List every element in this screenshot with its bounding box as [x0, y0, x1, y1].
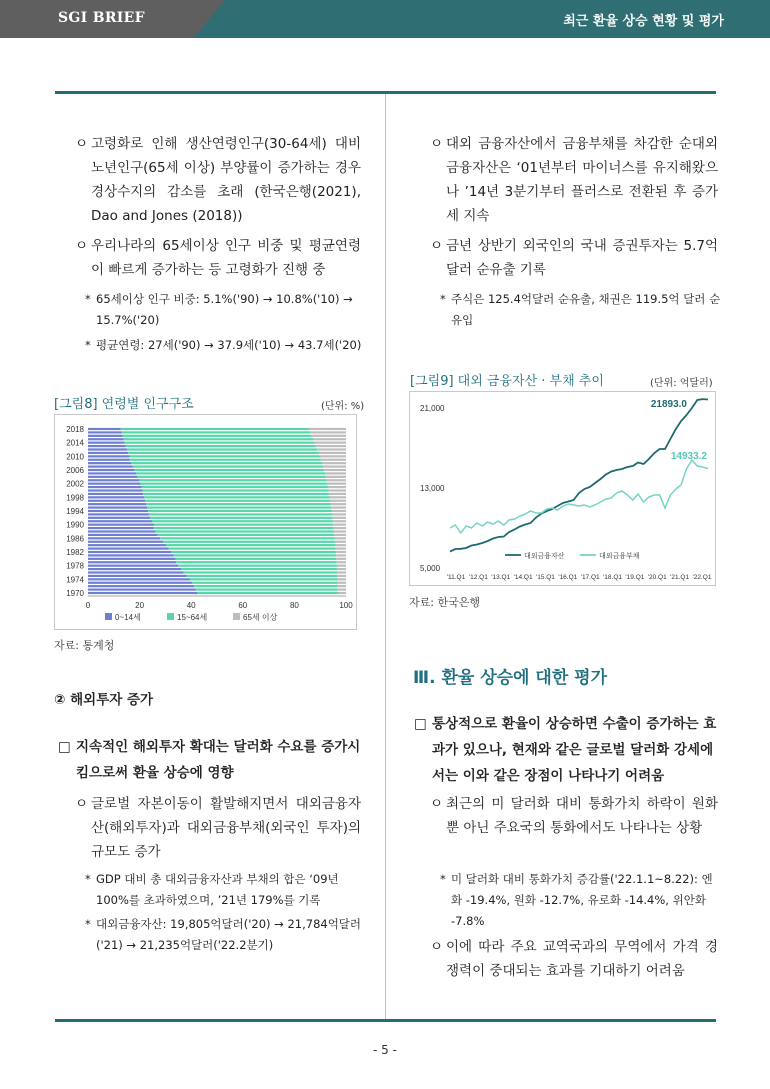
bar-segment — [143, 493, 329, 495]
circle-bullet: ㅇ — [75, 238, 89, 254]
bar-segment — [88, 561, 176, 563]
figure-8-source: 자료: 통계청 — [54, 639, 115, 652]
x-tick-label: 100 — [339, 601, 353, 610]
figure-8-unit: (단위: %) — [321, 401, 365, 412]
right-paragraph-4 — [430, 935, 718, 983]
bar-segment — [88, 517, 150, 519]
bar-segment — [141, 483, 328, 485]
bar-segment — [127, 448, 317, 450]
square-bullet: □ — [58, 739, 71, 755]
legend-label: 대외금융자산 — [524, 553, 565, 560]
y-tick-label: 1978 — [66, 561, 84, 571]
bar-segment — [176, 561, 336, 563]
bar-segment — [125, 442, 314, 444]
bar-segment — [334, 534, 346, 536]
bar-segment — [88, 428, 121, 430]
x-tick-label: '21.Q1 — [670, 574, 690, 581]
bar-segment — [333, 520, 346, 522]
bar-segment — [335, 541, 346, 543]
bar-segment — [331, 506, 346, 508]
bar-segment — [337, 582, 346, 584]
bar-segment — [154, 524, 333, 526]
y-tick-label: 1998 — [66, 493, 84, 503]
bar-segment — [134, 469, 324, 471]
bar-segment — [149, 513, 332, 515]
circle-bullet: ㅇ — [75, 796, 89, 812]
bar-segment — [336, 547, 346, 549]
section-title: Ⅲ. 환율 상승에 대한 평가 — [413, 668, 607, 688]
asterisk-bullet: * — [85, 917, 91, 931]
bar-segment — [88, 493, 143, 495]
bar-segment — [88, 592, 198, 594]
figure-8-chart — [54, 414, 357, 630]
bar-segment — [88, 431, 122, 433]
bar-segment — [145, 500, 330, 502]
bar-segment — [192, 582, 337, 584]
paragraph-text: 우리나라의 65세이상 인구 비중 및 평균연령이 빠르게 증가하는 등 고령화가 진행 중 — [91, 238, 361, 278]
bar-segment — [335, 537, 346, 539]
x-tick-label: '16.Q1 — [558, 574, 578, 581]
bar-segment — [337, 565, 346, 567]
bar-segment — [136, 472, 325, 474]
asterisk-bullet: * — [85, 872, 91, 886]
bar-segment — [331, 503, 346, 505]
left-paragraph-1 — [75, 132, 361, 228]
document-title: 최근 환율 상승 현황 및 평가 — [563, 14, 724, 29]
paragraph-text: 금년 상반기 외국인의 국내 증권투자는 5.7억달러 순유출 기록 — [446, 238, 718, 278]
bar-segment — [121, 428, 309, 430]
legend-swatch — [167, 613, 174, 620]
bar-segment — [144, 496, 330, 498]
bar-segment — [330, 496, 346, 498]
bar-segment — [131, 462, 322, 464]
bar-segment — [88, 459, 130, 461]
bar-segment — [88, 527, 154, 529]
y-tick-label: 2018 — [66, 425, 84, 434]
bar-segment — [335, 544, 346, 546]
bar-segment — [160, 537, 334, 539]
bar-segment — [88, 554, 174, 556]
bar-segment — [88, 513, 149, 515]
bar-segment — [142, 486, 328, 488]
bar-segment — [88, 571, 183, 573]
bar-segment — [332, 510, 346, 512]
bar-segment — [337, 561, 346, 563]
bar-segment — [152, 520, 333, 522]
paragraph-text: 대외 금융자산에서 금융부채를 차감한 순대외금융자산은 ‘01년부터 마이너스를 유지해왔으나 ’14년 3분기부터 플러스로 전환된 후 증가세 지속 — [446, 136, 718, 224]
bar-segment — [88, 578, 190, 580]
y-tick-label: 1974 — [66, 575, 84, 585]
bar-segment — [312, 435, 346, 437]
asterisk-bullet: * — [85, 338, 91, 352]
brand-label: SGI BRIEF — [58, 10, 145, 26]
bar-segment — [88, 455, 130, 457]
left-note-2 — [85, 335, 365, 356]
bar-segment — [336, 554, 346, 556]
population-chart-svg — [55, 415, 356, 629]
bar-segment — [142, 489, 328, 491]
bar-segment — [124, 438, 313, 440]
bar-segment — [88, 585, 194, 587]
bar-segment — [313, 438, 346, 440]
y-tick-label: 13,000 — [420, 484, 445, 493]
x-tick-label: '11.Q1 — [446, 574, 466, 581]
bar-segment — [337, 575, 346, 577]
bar-segment — [88, 503, 146, 505]
bar-segment — [126, 445, 316, 447]
bar-segment — [323, 465, 346, 467]
y-tick-label: 2002 — [66, 479, 84, 489]
bottom-rule — [55, 1019, 716, 1022]
bar-segment — [336, 558, 346, 560]
legend-swatch — [105, 613, 112, 620]
figure-9-unit: (단위: 억달러) — [650, 378, 713, 389]
bar-segment — [88, 452, 128, 454]
bar-segment — [330, 500, 346, 502]
bar-segment — [122, 431, 311, 433]
bar-segment — [130, 459, 321, 461]
bar-segment — [88, 448, 127, 450]
bar-segment — [327, 483, 346, 485]
bar-segment — [317, 448, 346, 450]
page-header — [0, 0, 770, 38]
y-tick-label: 21,000 — [420, 404, 445, 413]
bar-segment — [326, 476, 346, 478]
bar-segment — [328, 489, 346, 491]
bar-segment — [88, 472, 136, 474]
note-text: 대외금융자산: 19,805억달러('20) → 21,784억달러('21) → 21,235억달러('22.2분기) — [96, 917, 362, 952]
bar-segment — [88, 547, 169, 549]
asterisk-bullet: * — [440, 292, 446, 306]
bar-segment — [88, 483, 141, 485]
bar-segment — [88, 534, 158, 536]
bar-segment — [88, 486, 142, 488]
bar-segment — [88, 435, 123, 437]
bar-segment — [337, 571, 346, 573]
paragraph-text: 이에 따라 주요 교역국과의 무역에서 가격 경쟁력이 중대되는 효과를 기대하기 어려움 — [446, 939, 718, 979]
y-tick-label: 1986 — [66, 534, 84, 544]
bar-segment — [88, 544, 166, 546]
bar-segment — [321, 459, 346, 461]
legend-swatch — [233, 613, 240, 620]
x-tick-label: '15.Q1 — [535, 574, 555, 581]
bar-segment — [88, 489, 142, 491]
asterisk-bullet: * — [440, 872, 446, 886]
bar-segment — [88, 476, 138, 478]
bar-segment — [128, 452, 319, 454]
column-divider — [385, 94, 386, 1019]
bar-segment — [166, 544, 336, 546]
bar-segment — [88, 479, 139, 481]
bar-segment — [314, 442, 346, 444]
square-item-text: 통상적으로 환율이 상승하면 수출이 증가하는 효과가 있으나, 현재와 같은 글로벌 달러화 강세에서는 이와 같은 장점이 나타나기 어려움 — [432, 716, 717, 784]
bar-segment — [334, 530, 346, 532]
bar-segment — [88, 500, 145, 502]
bar-segment — [88, 520, 152, 522]
bar-segment — [148, 510, 332, 512]
right-note-2 — [440, 869, 722, 932]
bar-segment — [327, 479, 346, 481]
x-tick-label: '14.Q1 — [513, 574, 533, 581]
bar-segment — [336, 551, 346, 553]
bar-segment — [88, 445, 126, 447]
bar-segment — [154, 527, 334, 529]
bar-segment — [171, 551, 336, 553]
bar-segment — [88, 530, 156, 532]
x-tick-label: 0 — [85, 601, 91, 610]
bar-segment — [310, 431, 346, 433]
bar-segment — [322, 462, 346, 464]
series-line — [450, 460, 708, 533]
left-paragraph-2 — [75, 234, 361, 282]
legend-label: 대외금융부채 — [599, 553, 640, 560]
square-item-text: 지속적인 해외투자 확대는 달러화 수요를 증가시킴으로써 환율 상승에 영향 — [76, 739, 361, 781]
x-tick-label: '12.Q1 — [468, 574, 488, 581]
figure-9-chart — [409, 391, 716, 586]
right-paragraph-2 — [430, 234, 718, 282]
bar-segment — [174, 554, 337, 556]
left-note-1 — [85, 289, 365, 331]
right-paragraph-3 — [430, 792, 718, 840]
x-tick-label: '22.Q1 — [692, 574, 712, 581]
bar-segment — [146, 503, 330, 505]
bar-segment — [325, 472, 346, 474]
figure-9-title: [그림9] 대외 금융자산 · 부채 추이 — [410, 374, 604, 389]
bar-segment — [333, 524, 346, 526]
bar-segment — [88, 588, 196, 590]
bar-segment — [190, 578, 337, 580]
bar-segment — [329, 493, 346, 495]
bar-segment — [309, 428, 346, 430]
series-end-label: 14933.2 — [670, 451, 707, 462]
left-note-3 — [85, 869, 365, 911]
right-note-1 — [440, 289, 722, 331]
x-tick-label: '18.Q1 — [603, 574, 623, 581]
bar-segment — [328, 486, 346, 488]
bar-segment — [178, 565, 337, 567]
paragraph-text: 글로벌 자본이동이 활발해지면서 대외금융자산(해외투자)과 대외금융부채(외국인 투자)의 규모도 증가 — [91, 796, 361, 860]
right-paragraph-1 — [430, 132, 718, 228]
bar-segment — [130, 455, 320, 457]
bar-segment — [338, 588, 346, 590]
circle-bullet: ㅇ — [430, 796, 444, 812]
note-text: GDP 대비 총 대외금융자산과 부채의 합은 ‘09년 100%를 초과하였으며, ’21년 179%를 기록 — [96, 872, 339, 907]
subsection-heading: ② 해외투자 증가 — [54, 692, 154, 708]
bar-segment — [88, 442, 125, 444]
bar-segment — [181, 568, 337, 570]
bar-segment — [176, 558, 336, 560]
circle-bullet: ㅇ — [430, 238, 444, 254]
figure-9-source: 자료: 한국은행 — [409, 596, 480, 609]
bar-segment — [338, 592, 346, 594]
bar-segment — [88, 496, 144, 498]
bar-segment — [133, 465, 323, 467]
circle-bullet: ㅇ — [430, 939, 444, 955]
x-tick-label: 60 — [238, 601, 248, 610]
bar-segment — [88, 510, 148, 512]
bar-segment — [88, 541, 163, 543]
y-tick-label: 1990 — [66, 520, 84, 530]
x-tick-label: '20.Q1 — [647, 574, 667, 581]
bar-segment — [334, 527, 346, 529]
bar-segment — [123, 435, 312, 437]
paragraph-text: 고령화로 인해 생산연령인구(30-64세) 대비 노년인구(65세 이상) 부양률이 증가하는 경우 경상수지의 감소를 초래 (한국은행(2021), Dao and Jones (2018)) — [91, 136, 361, 224]
bar-segment — [88, 582, 192, 584]
bar-segment — [150, 517, 332, 519]
legend-label: 65세 이상 — [243, 613, 278, 622]
asterisk-bullet: * — [85, 292, 91, 306]
bar-segment — [316, 445, 346, 447]
bar-segment — [88, 537, 160, 539]
bar-segment — [196, 588, 338, 590]
x-tick-label: '13.Q1 — [491, 574, 511, 581]
x-tick-label: 80 — [289, 601, 299, 610]
bar-segment — [139, 479, 327, 481]
bar-segment — [332, 513, 346, 515]
bar-segment — [88, 438, 124, 440]
bar-segment — [320, 455, 346, 457]
y-tick-label: 1982 — [66, 548, 84, 557]
x-tick-label: '17.Q1 — [580, 574, 600, 581]
legend-label: 0~14세 — [115, 613, 141, 622]
series-end-label: 21893.0 — [650, 399, 687, 410]
note-text: 미 달러화 대비 통화가치 증감률('22.1.1~8.22): 엔화 -19.4%, 원화 -12.7%, 유로화 -14.4%, 위안화 -7.8% — [451, 872, 713, 928]
bar-segment — [319, 452, 346, 454]
y-tick-label: 2010 — [66, 452, 84, 462]
bar-segment — [169, 547, 336, 549]
y-tick-label: 2014 — [66, 438, 84, 448]
note-text: 65세이상 인구 비중: 5.1%('90) → 10.8%('10) → 15.7%('20) — [96, 292, 353, 327]
x-tick-label: 20 — [135, 601, 145, 610]
note-text: 평균연령: 27세('90) → 37.9세('10) → 43.7세('20) — [96, 338, 362, 352]
bar-segment — [88, 575, 187, 577]
note-text: 주식은 125.4억달러 순유출, 채권은 119.5억 달러 순유입 — [451, 292, 721, 327]
bar-segment — [337, 568, 346, 570]
y-tick-label: 5,000 — [420, 564, 441, 573]
bar-segment — [183, 571, 337, 573]
bar-segment — [163, 541, 335, 543]
bar-segment — [88, 565, 178, 567]
bar-segment — [187, 575, 338, 577]
bar-segment — [138, 476, 326, 478]
y-tick-label: 2006 — [66, 466, 84, 475]
bar-segment — [338, 585, 346, 587]
bar-segment — [88, 465, 133, 467]
y-tick-label: 1970 — [66, 589, 84, 598]
bar-segment — [156, 530, 334, 532]
bar-segment — [198, 592, 338, 594]
bar-segment — [147, 506, 331, 508]
x-tick-label: '19.Q1 — [625, 574, 645, 581]
right-square-item — [414, 711, 720, 789]
circle-bullet: ㅇ — [75, 136, 89, 152]
left-note-4 — [85, 914, 365, 956]
bar-segment — [333, 517, 346, 519]
bar-segment — [324, 469, 346, 471]
bar-segment — [88, 462, 131, 464]
bar-segment — [88, 551, 171, 553]
foreign-assets-chart-svg — [410, 392, 715, 585]
bar-segment — [158, 534, 334, 536]
bar-segment — [194, 585, 337, 587]
figure-8-title: [그림8] 연령별 인구구조 — [54, 397, 194, 412]
x-tick-label: 40 — [186, 601, 196, 610]
paragraph-text: 최근의 미 달러화 대비 통화가치 하락이 원화 뿐 아닌 주요국의 통화에서도 나타나는 상황 — [446, 796, 718, 836]
circle-bullet: ㅇ — [430, 136, 444, 152]
left-paragraph-3 — [75, 792, 361, 864]
bar-segment — [88, 568, 181, 570]
square-bullet: □ — [414, 716, 427, 732]
bar-segment — [337, 578, 346, 580]
bar-segment — [88, 469, 134, 471]
bar-segment — [88, 524, 154, 526]
series-line — [450, 399, 708, 551]
bar-segment — [88, 558, 176, 560]
page-number: - 5 - — [373, 1043, 397, 1057]
y-tick-label: 1994 — [66, 507, 84, 516]
bar-segment — [88, 506, 147, 508]
legend-label: 15~64세 — [177, 613, 208, 622]
left-square-item — [58, 734, 361, 786]
